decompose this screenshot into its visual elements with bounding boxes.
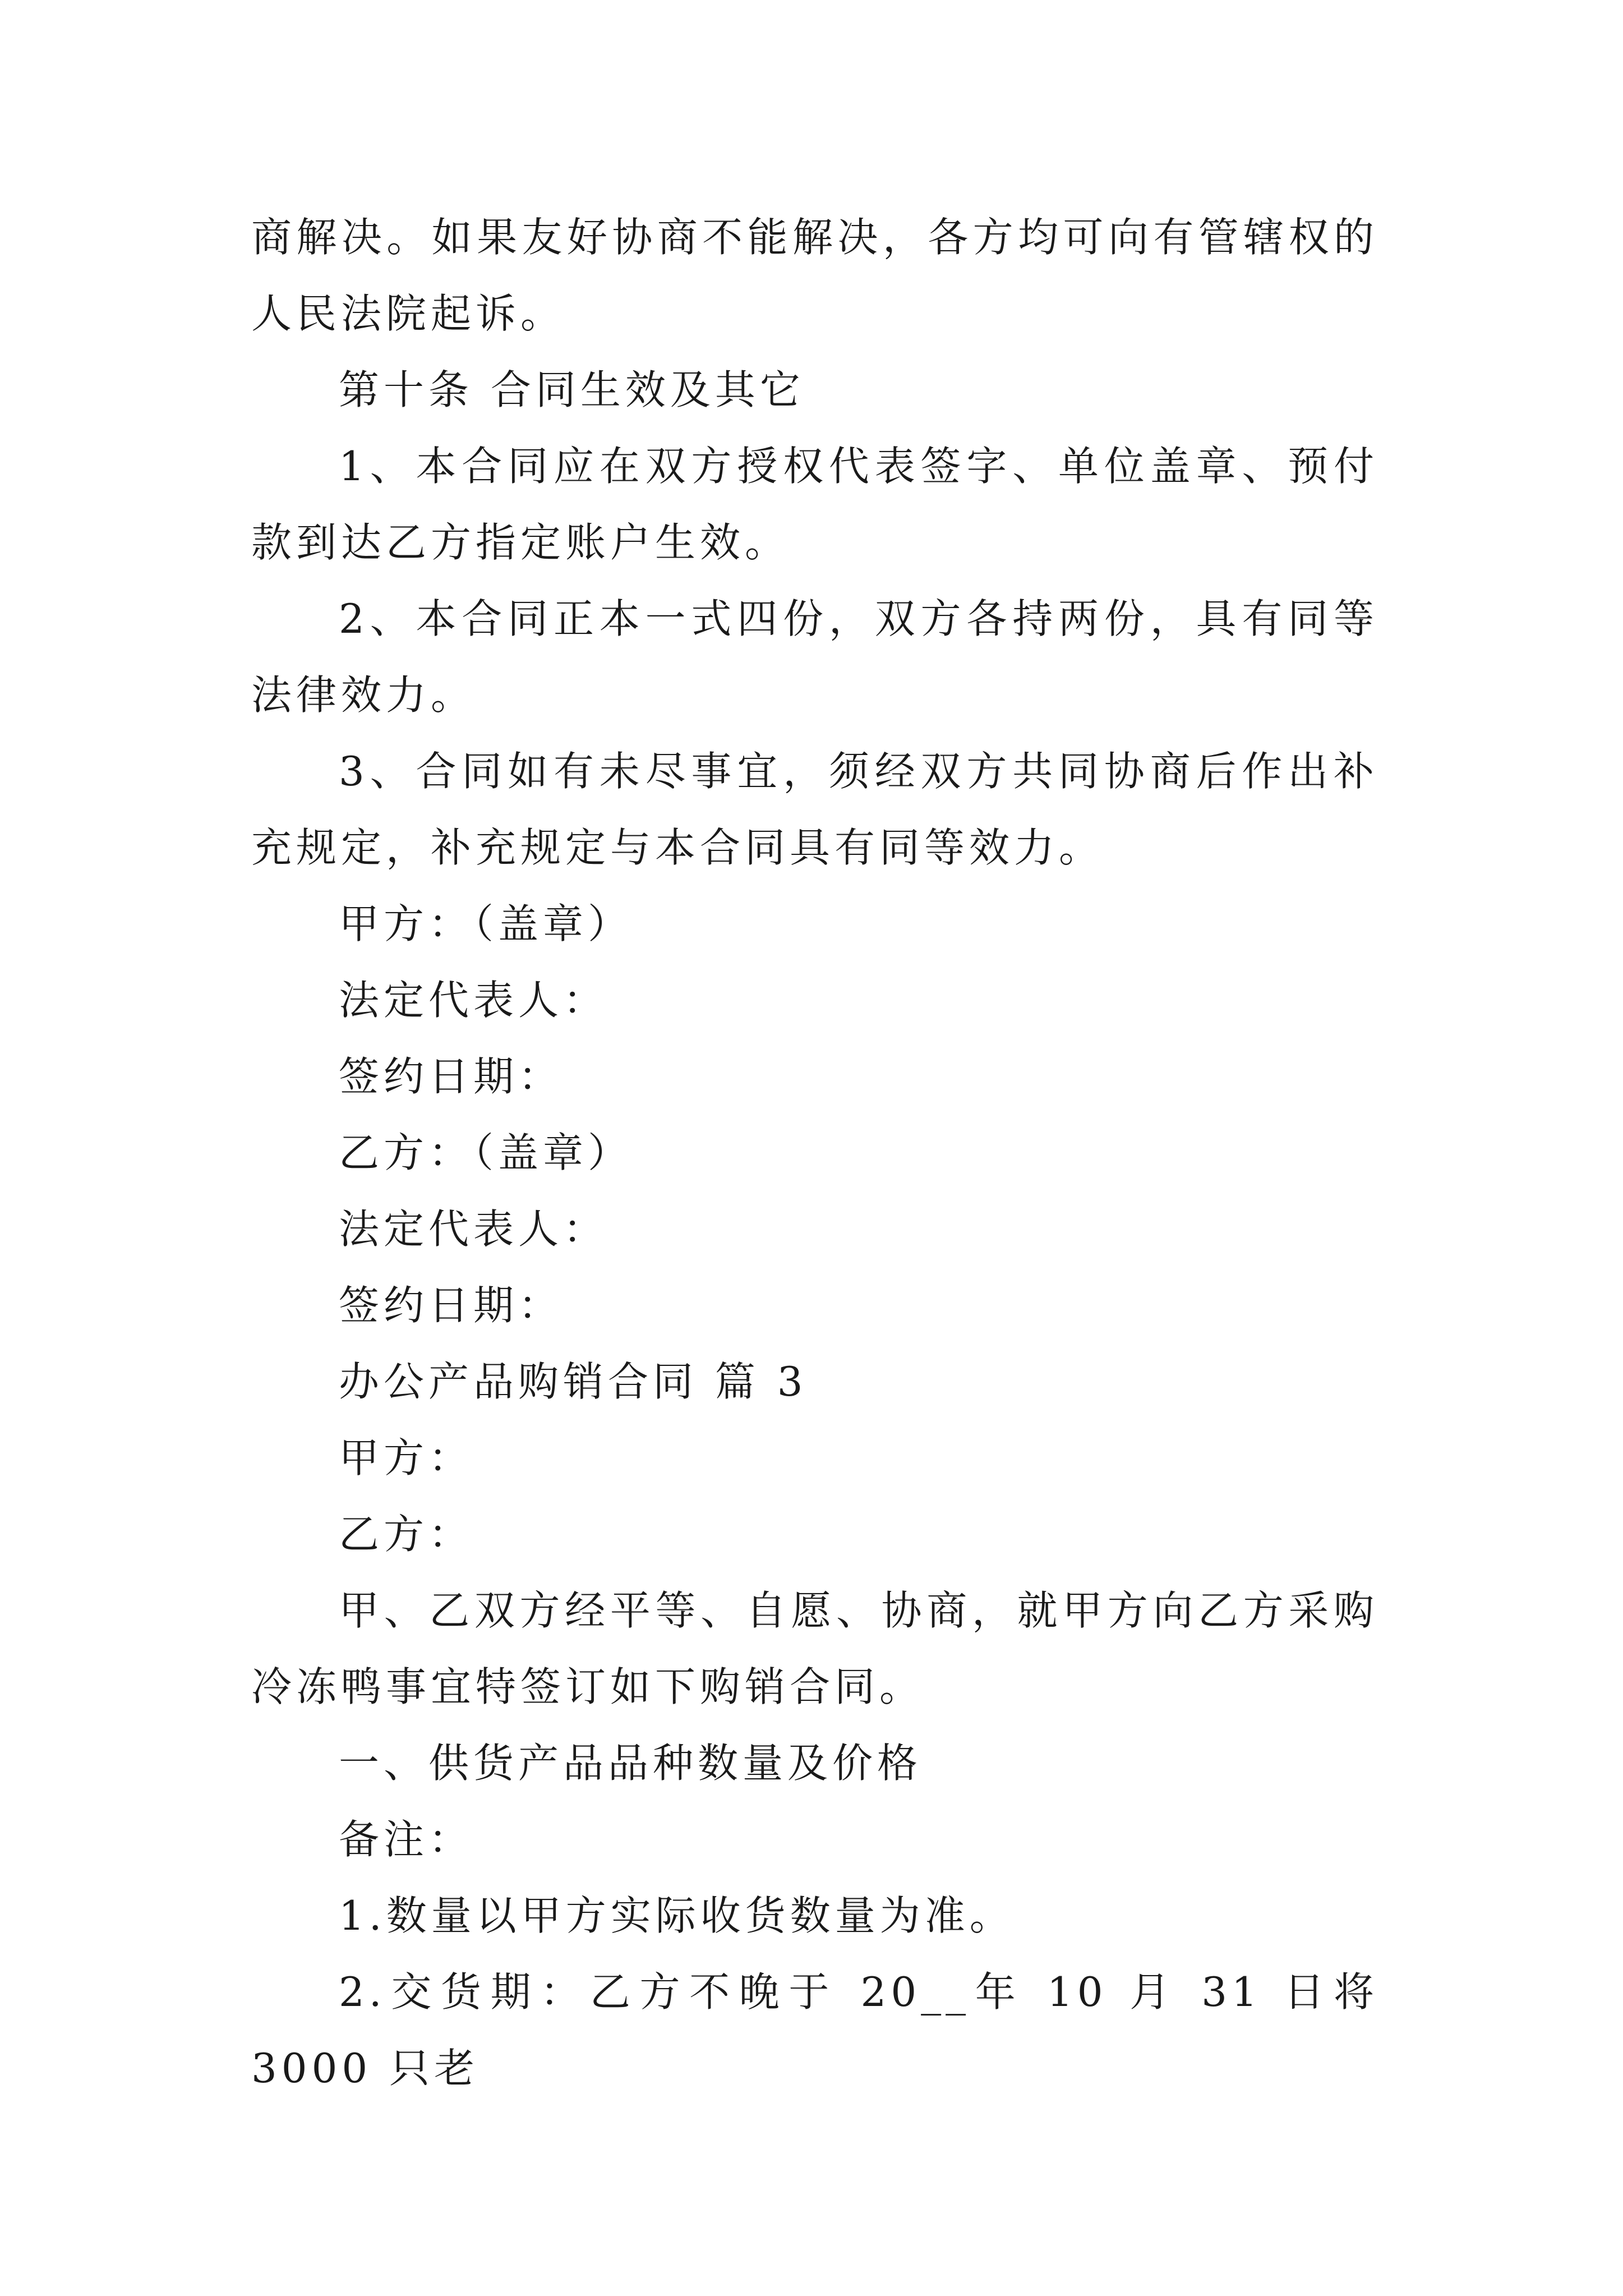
clause-copies: 2、本合同正本一式四份，双方各持两份，具有同等法律效力。: [251, 595, 1378, 719]
contract-3-party-b: 乙方：: [339, 1511, 474, 1558]
contract-3-title: 办公产品购销合同 篇 3: [339, 1358, 808, 1405]
contract-3-party-a: 甲方：: [339, 1434, 474, 1481]
clause-supplementary: 3、合同如有未尽事宜，须经双方共同协商后作出补充规定，补充规定与本合同具有同等效力。: [251, 748, 1378, 871]
party-a-legal-rep: 法定代表人：: [339, 977, 608, 1024]
document-body: [251, 199, 1378, 2106]
clause-effective-condition: 1、本合同应在双方授权代表签字、单位盖章、预付款到达乙方指定账户生效。: [251, 443, 1378, 566]
article-ten-heading: 第十条 合同生效及其它: [339, 366, 805, 413]
section-one-heading: 一、供货产品品种数量及价格: [339, 1740, 923, 1787]
remarks-label: 备注：: [339, 1816, 474, 1863]
party-b-seal: 乙方：（盖章）: [339, 1129, 633, 1176]
paragraph-dispute-resolution: 商解决。如果友好协商不能解决，各方均可向有管辖权的人民法院起诉。: [251, 214, 1378, 337]
party-a-seal: 甲方：（盖章）: [339, 900, 633, 947]
party-b-legal-rep: 法定代表人：: [339, 1205, 608, 1253]
party-b-sign-date: 签约日期：: [339, 1282, 564, 1329]
remark-quantity: 1.数量以甲方实际收货数量为准。: [339, 1892, 1015, 1939]
contract-3-preamble: 甲、乙双方经平等、自愿、协商，就甲方向乙方采购冷冻鸭事宜特签订如下购销合同。: [251, 1587, 1378, 1710]
remark-delivery: 2.交货期：乙方不晚于 20__年 10 月 31 日将 3000 只老: [251, 1968, 1378, 2092]
party-a-sign-date: 签约日期：: [339, 1053, 564, 1100]
